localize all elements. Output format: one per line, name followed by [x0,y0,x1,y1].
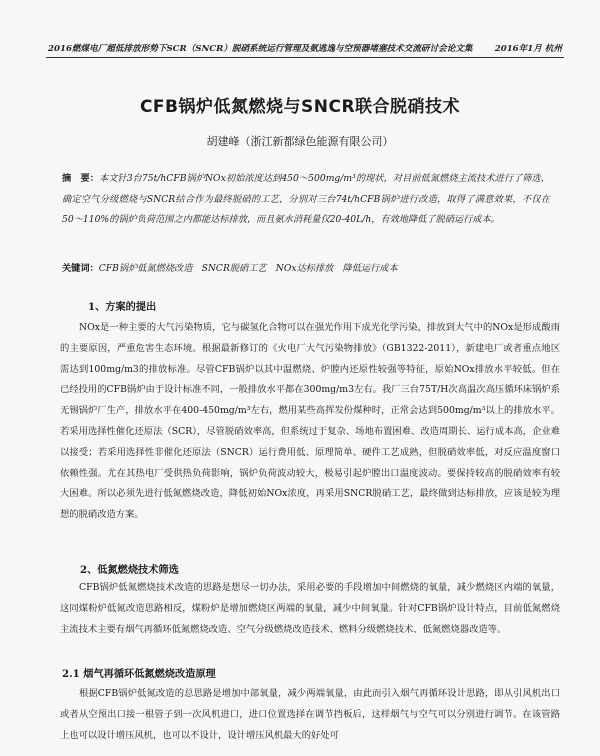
running-header [48,42,562,54]
section-2-1-paragraph: 根据CFB锅炉低氮改造的总思路是增加中部氧量，减少两端氧量，由此而引入烟气再循环设计思路，即从引风机出口或者从空预出口接一根管子到一次风机进口，进口位置选择在调节挡板后，这样烟气与空气可以分别进行调节。在该管路上也可以设计增压风机，也可以不设计，设计增压风机最大的好处可 [60,688,560,741]
abstract-text: 本文针3台75t/hCFB锅炉NOx初始浓度达到450～500mg/m³的现状，对目前低氮燃烧主流技术进行了筛选，确定空气分级燃烧与SNCR结合作为最终脱硝的工艺，分别对三台74t/hCFB锅炉进行改造，取得了满意效果，不仅在50～110%的锅炉负荷范围之内都能达标排放，而且氨水消耗量仅20-40L/h，有效地降低了脱硝运行成本。 [62,173,550,225]
abstract-label: 摘 要： [62,173,99,184]
keywords [62,260,550,274]
running-header-left: 2016燃煤电厂超低排放形势下SCR（SNCR）脱硝系统运行管理及氨逃逸与空预器堵塞技术交流研讨会论文集 [48,44,473,54]
abstract [62,169,550,231]
keywords-label: 关键词： [62,263,99,274]
section-2-paragraph: CFB锅炉低氮燃烧技术改造的思路是想尽一切办法，采用必要的手段增加中间燃烧的氧量，减少燃烧区内端的氧量，这同煤粉炉低氮改造思路相反，煤粉炉是增加燃烧区两端的氧量，减少中间氧量。针对CFB锅炉设计特点，目前低氮燃烧主流技术主要有烟气再循环低氮燃烧改造、空气分级燃烧改造技术、燃料分级燃烧技术、低氮燃烧器改造等。 [60,582,560,635]
paper-title: CFB锅炉低氮燃烧与SNCR联合脱硝技术 [139,97,461,117]
author-line: 胡建峰（浙江新都绿色能源有限公司） [206,135,394,148]
section-2-heading: 2、低氮燃烧技术筛选 [80,564,179,576]
section-2-1-heading: 2.1 烟气再循环低氮燃烧改造原理 [62,668,216,680]
keywords-text: CFB锅炉低氮燃烧改造 SNCR脱硝工艺 NOx达标排放 降低运行成本 [98,263,398,274]
header-rule [46,57,564,58]
section-1-paragraph: NOx是一种主要的大气污染物质，它与碳氢化合物可以在强光作用下成光化学污染，排放到大气中的NOx是形成酸雨的主要原因，严重危害生态环境。根据最新修订的《火电厂大气污染物排放》（GB1322-2011），新建电厂或者重点地区需达到100mg/m3的排放标准。尽管CFB锅炉以其中温燃烧、炉膛内还原性较强等特征，原始NOx排放水平较低。但在已经投用的CFB锅炉由于设计标准不同，一般排放水平都在300mg/m3左右。我厂三台75T/H次高温次高压循环床锅炉系无锡锅炉厂生产，排放水平在400-450mg/m³左右，燃用某些高挥发份煤种时，正常会达到500mg/m³以上的排放水平。若采用选择性催化还原法（SCR），尽管脱硝效率高，但系统过于复杂、场地布置困难、改造周期长、运行成本高，企业难以接受；若采用选择性非催化还原法（SNCR）运行费用低、原理简单、硬件工艺成熟，但脱硝效率低，对反应温度窗口依赖性强。尤在其热电厂受供热负荷影响，锅炉负荷波动较大，极易引起炉膛出口温度波动。要保持较高的脱硝效率有较大困难。所以必须先进行低氮燃烧改造，降低初始NOx浓度，再采用SNCR脱硝工艺，最终做到达标排放，应该是较为理想的脱硝改造方案。 [60,322,560,521]
section-1-heading: 1、方案的提出 [88,301,157,313]
running-header-right: 2016年1月 杭州 [494,44,562,54]
